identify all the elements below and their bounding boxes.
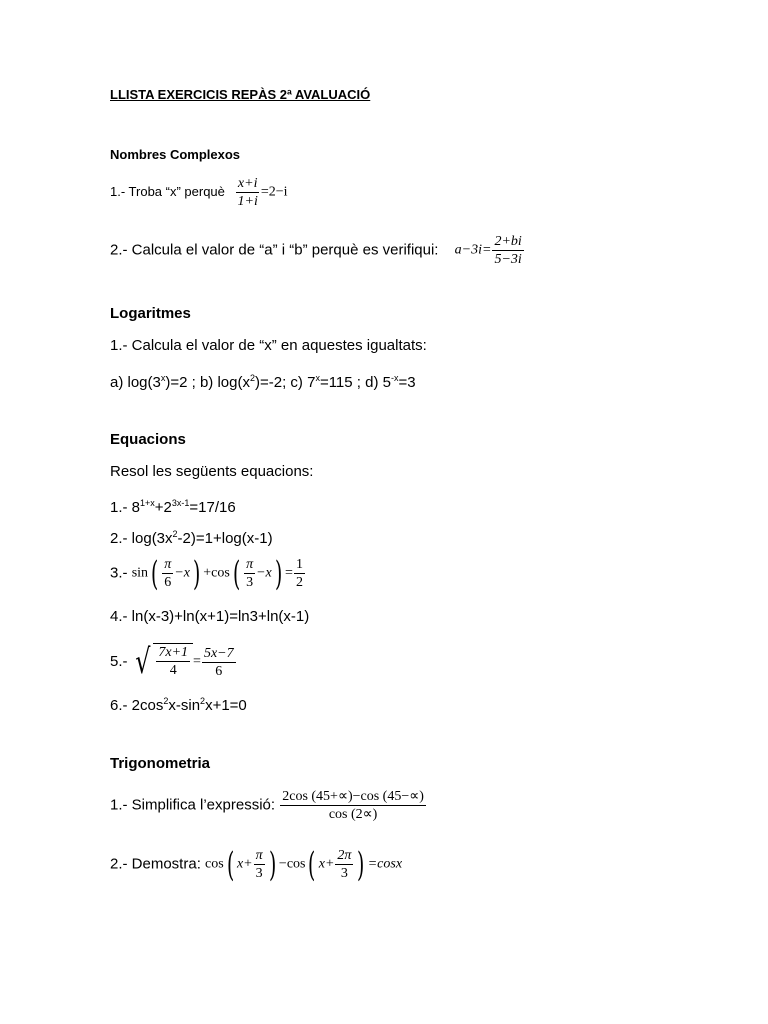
fraction [254, 848, 265, 881]
trig-exercise-1 [110, 789, 427, 822]
section-heading-trigonometria: Trigonometria [110, 755, 211, 772]
numerator: x+i [237, 176, 258, 191]
equation-4: 4.- ln(x-3)+ln(x+1)=ln3+ln(x-1) [110, 608, 310, 625]
left-paren: ( [226, 844, 234, 885]
equation-5 [110, 643, 237, 681]
term: −x [174, 565, 190, 581]
equation [455, 234, 525, 267]
numerator: 2+bi [494, 234, 522, 249]
equation-3 [110, 553, 306, 594]
text: +2 [154, 499, 172, 516]
fraction [162, 557, 173, 590]
exercise-label: 2.- Calcula el valor de “a” i “b” perquè es verifiqui: [110, 241, 439, 259]
text: )=-2; c) 7 [255, 374, 316, 391]
denominator: 3 [340, 866, 348, 881]
rhs: =2−i [260, 184, 288, 200]
exercise-label: 5.- [110, 652, 128, 670]
function: +cos [203, 565, 230, 581]
function: cos [205, 856, 224, 872]
superscript: 1+x [140, 498, 155, 508]
right-paren: ) [357, 844, 365, 885]
section-heading-complexos: Nombres Complexos [110, 147, 241, 162]
equation-6 [110, 692, 247, 715]
numerator: 2cos (45+∝)−cos (45−∝) [282, 789, 424, 804]
fraction [236, 176, 260, 209]
text: =3 [398, 374, 416, 391]
denominator: 5−3i [494, 252, 522, 267]
term: −x [256, 565, 272, 581]
superscript: 2 [172, 529, 178, 539]
equation [132, 643, 237, 681]
text: x-sin [168, 697, 201, 714]
fraction [335, 848, 353, 881]
fraction [244, 557, 255, 590]
fraction [294, 557, 305, 590]
function: sin [131, 565, 149, 581]
fraction [492, 234, 523, 267]
fraction [202, 646, 236, 679]
equals: = [285, 565, 293, 581]
equation [235, 176, 288, 209]
fraction [156, 645, 190, 678]
equation-1 [110, 494, 236, 517]
left-paren: ( [232, 553, 241, 594]
section-heading-equacions: Equacions [110, 431, 186, 448]
numerator: 1 [295, 557, 303, 572]
text: 6.- 2cos [110, 697, 164, 714]
numerator: π [164, 557, 172, 572]
superscript: 2 [163, 696, 169, 706]
denominator: cos (2∝) [328, 807, 378, 822]
radicand [153, 643, 193, 681]
equation [279, 789, 427, 822]
lhs: a−3i= [454, 242, 492, 258]
left-paren: ( [308, 844, 316, 885]
right-paren: ) [192, 553, 201, 594]
equacions-intro: Resol les següents equacions: [110, 463, 314, 480]
exercise-label: 1.- Troba “x” perquè [110, 183, 225, 199]
superscript: -x [390, 373, 399, 383]
radical-sign: √ [134, 642, 151, 682]
denominator: 4 [169, 663, 177, 678]
square-root [132, 643, 193, 681]
right-paren: ) [274, 553, 283, 594]
denominator: 1+i [237, 194, 258, 209]
page-title: LLISTA EXERCICIS REPÀS 2ª AVALUACIÓ [110, 87, 371, 102]
denominator: 6 [164, 575, 172, 590]
denominator: 3 [246, 575, 254, 590]
log-intro: 1.- Calcula el valor de “x” en aquestes igualtats: [110, 337, 427, 354]
term: x+ [318, 856, 335, 872]
superscript: 2 [249, 373, 255, 383]
left-paren: ( [151, 553, 159, 594]
function: −cos [278, 856, 306, 872]
denominator: 2 [295, 575, 303, 590]
equation [205, 844, 403, 885]
term: x+ [236, 856, 253, 872]
denominator: 3 [255, 866, 263, 881]
equation-2 [110, 525, 273, 548]
equals: = [193, 654, 201, 670]
exercise-label: 3.- [110, 564, 128, 582]
complex-exercise-2 [110, 234, 525, 267]
text: 2.- log(3x [110, 530, 173, 547]
equation [131, 553, 306, 594]
numerator: π [246, 557, 254, 572]
exercise-label: 2.- Demostra: [110, 855, 201, 873]
text: 1.- 8 [110, 499, 141, 516]
superscript: 3x-1 [171, 498, 190, 508]
trig-exercise-2 [110, 844, 403, 885]
numerator: 5x−7 [203, 645, 234, 661]
numerator: 2π [337, 848, 352, 863]
text: =115 ; d) 5 [319, 374, 391, 391]
denominator: 6 [215, 663, 223, 679]
text: a) log(3 [110, 374, 161, 391]
text: -2)=1+log(x-1) [177, 530, 273, 547]
superscript: x [160, 373, 166, 383]
rhs: =cosx [367, 856, 403, 872]
exercise-label: 1.- Simplifica l’expressió: [110, 796, 276, 814]
fraction [280, 789, 426, 822]
text: =17/16 [189, 499, 236, 516]
superscript: x [315, 373, 320, 383]
section-heading-logaritmes: Logaritmes [110, 305, 191, 322]
text: x+1=0 [205, 697, 247, 714]
complex-exercise-1 [110, 176, 288, 209]
text: )=2 ; b) log(x [165, 374, 250, 391]
right-paren: ) [268, 844, 276, 885]
superscript: 2 [200, 696, 206, 706]
log-items [110, 369, 416, 392]
numerator: 7x+1 [158, 645, 189, 660]
numerator: π [255, 848, 263, 863]
